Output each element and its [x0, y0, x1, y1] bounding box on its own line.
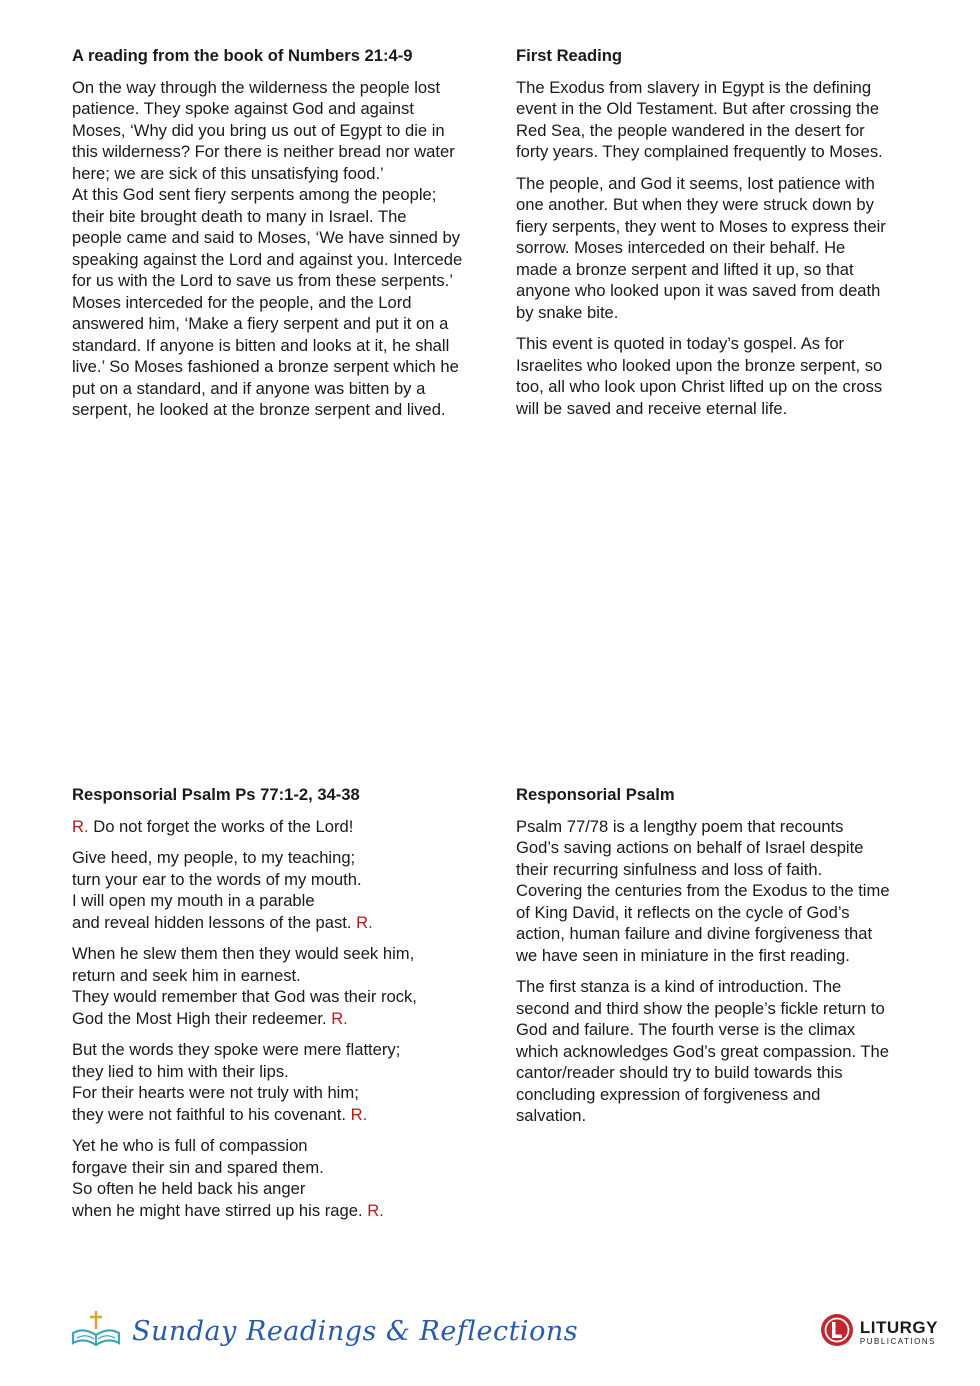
- psalm-stanza: [72, 847, 492, 933]
- text-line: live.’ So Moses fashioned a bronze serpent which he: [72, 357, 459, 376]
- footer-brand: [70, 1306, 578, 1356]
- text-line: Red Sea, the people wandered in the desert for: [516, 120, 865, 140]
- text-line: will be saved and receive eternal life.: [516, 398, 788, 418]
- text-line: this wilderness? For there is neither bread nor water: [72, 142, 455, 161]
- response-marker: R.: [72, 816, 89, 836]
- text-line: But the words they spoke were mere flattery;: [72, 1040, 401, 1059]
- first-reading-heading: A reading from the book of Numbers 21:4-9: [72, 46, 413, 65]
- text-line-content: they were not faithful to his covenant.: [72, 1104, 346, 1124]
- text-line: return and seek him in earnest.: [72, 965, 301, 985]
- text-line: fiery serpents, they went to Moses to express their: [516, 216, 886, 236]
- first-reading-section: [72, 45, 492, 431]
- text-line: [72, 1200, 492, 1222]
- text-line: sorrow. Moses interceded on their behalf. He: [516, 238, 846, 257]
- brand-title: Sunday Readings & Reflections: [132, 1315, 579, 1347]
- response-marker: R.: [367, 1200, 384, 1220]
- publisher-name: LITURGY: [859, 1317, 938, 1337]
- publisher-subtitle: PUBLICATIONS: [859, 1336, 936, 1346]
- liturgy-logo-icon: [820, 1313, 854, 1352]
- text-line: concluding expression of forgiveness and: [516, 1084, 821, 1104]
- text-line: forty years. They complained frequently to Moses.: [516, 142, 883, 161]
- text-line: they lied to him with their lips.: [72, 1061, 289, 1081]
- text-line: Moses interceded for the people, and the Lord: [72, 292, 412, 312]
- text-line: speaking against the Lord and against you. Intercede: [72, 249, 463, 269]
- text-line: I will open my mouth in a parable: [72, 891, 315, 910]
- response-marker: R.: [331, 1008, 348, 1028]
- psalm-reflection-section: [516, 784, 936, 1137]
- psalm-section: [72, 784, 492, 1231]
- text-line: cantor/reader should try to build towards this: [516, 1063, 843, 1082]
- first-reading-text: [72, 77, 492, 421]
- text-line: Covering the centuries from the Exodus to the time: [516, 881, 890, 900]
- first-reading-reflection-heading: First Reading: [516, 46, 623, 65]
- text-line: anyone who looked upon it was saved from death: [516, 281, 881, 300]
- text-line: salvation.: [516, 1106, 587, 1125]
- psalm-response: [72, 816, 492, 838]
- psalm-stanza: [72, 1135, 492, 1221]
- text-line: answered him, ‘Make a fiery serpent and put it on a: [72, 314, 449, 333]
- publisher-logo: [820, 1312, 938, 1352]
- text-line: [72, 1008, 492, 1030]
- reflection-paragraph: [516, 976, 936, 1127]
- text-line: God and failure. The fourth verse is the climax: [516, 1020, 856, 1039]
- psalm-heading: Responsorial Psalm Ps 77:1-2, 34-38: [72, 785, 360, 804]
- text-line-content: God the Most High their redeemer.: [72, 1008, 327, 1028]
- text-line: one another. But when they were struck down by: [516, 195, 874, 214]
- psalm-stanza: [72, 1039, 492, 1125]
- text-line: action, human failure and divine forgiveness that: [516, 924, 873, 943]
- response-text: Do not forget the works of the Lord!: [93, 816, 354, 836]
- text-line: The Exodus from slavery in Egypt is the defining: [516, 77, 872, 97]
- first-reading-reflection-section: [516, 45, 936, 429]
- text-line: people came and said to Moses, ‘We have sinned by: [72, 228, 461, 247]
- psalm-reflection-heading: Responsorial Psalm: [516, 785, 675, 804]
- text-line: For their hearts were not truly with him;: [72, 1083, 359, 1102]
- text-line: standard. If anyone is bitten and looks at it, he shall: [72, 335, 450, 355]
- text-line: turn your ear to the words of my mouth.: [72, 869, 362, 889]
- text-line: for us with the Lord to save us from these serpents.’: [72, 271, 453, 290]
- response-line: [72, 816, 492, 838]
- text-line: forgave their sin and spared them.: [72, 1157, 324, 1177]
- text-line: their bite brought death to many in Israel. The: [72, 206, 407, 226]
- text-line: event in the Old Testament. But after crossing the: [516, 99, 880, 118]
- text-line: which acknowledges God’s great compassion. The: [516, 1041, 889, 1061]
- publisher-text: [860, 1319, 938, 1346]
- reflection-paragraph: [516, 816, 936, 967]
- text-line: second and third show the people’s fickle return to: [516, 998, 885, 1018]
- text-line: made a bronze serpent and lifted it up, so that: [516, 259, 854, 279]
- text-line: The people, and God it seems, lost patience with: [516, 173, 875, 193]
- text-line: The first stanza is a kind of introduction. The: [516, 977, 842, 996]
- text-line: [72, 912, 492, 934]
- text-line: too, all who look upon Christ lifted up on the cross: [516, 377, 883, 396]
- text-line: put on a standard, and if anyone was bitten by a: [72, 378, 426, 398]
- reflection-paragraph: [516, 77, 936, 163]
- text-line: When he slew them then they would seek him,: [72, 944, 415, 963]
- text-line-content: and reveal hidden lessons of the past.: [72, 912, 352, 932]
- response-marker: R.: [350, 1104, 368, 1124]
- text-line: Moses, ‘Why did you bring us out of Egypt to die in: [72, 120, 445, 140]
- text-line-content: when he might have stirred up his rage.: [72, 1200, 363, 1220]
- reflection-paragraph: [516, 333, 936, 419]
- text-line: This event is quoted in today’s gospel. As for: [516, 334, 845, 353]
- psalm-stanza: [72, 943, 492, 1029]
- text-line: Psalm 77/78 is a lengthy poem that recounts: [516, 816, 844, 836]
- text-line: So often he held back his anger: [72, 1179, 306, 1198]
- open-book-cross-icon: [70, 1309, 122, 1354]
- text-line: by snake bite.: [516, 302, 619, 322]
- text-line: patience. They spoke against God and against: [72, 99, 414, 118]
- text-line: [72, 1104, 492, 1126]
- text-line: On the way through the wilderness the people lost: [72, 77, 441, 97]
- response-marker: R.: [356, 912, 373, 932]
- text-line: Give heed, my people, to my teaching;: [72, 848, 356, 867]
- text-line: their recurring sinfulness and loss of faith.: [516, 859, 823, 879]
- text-line: we have seen in miniature in the first reading.: [516, 945, 850, 965]
- text-line: of King David, it reflects on the cycle of God’s: [516, 902, 850, 922]
- text-line: Yet he who is full of compassion: [72, 1136, 308, 1155]
- text-line: serpent, he looked at the bronze serpent and lived.: [72, 400, 446, 419]
- text-line: here; we are sick of this unsatisfying food.’: [72, 163, 384, 183]
- text-line: God’s saving actions on behalf of Israel despite: [516, 838, 864, 857]
- text-line: Israelites who looked upon the bronze serpent, so: [516, 355, 883, 375]
- reflection-paragraph: [516, 173, 936, 324]
- text-line: At this God sent fiery serpents among the people;: [72, 185, 437, 204]
- text-line: They would remember that God was their rock,: [72, 987, 417, 1006]
